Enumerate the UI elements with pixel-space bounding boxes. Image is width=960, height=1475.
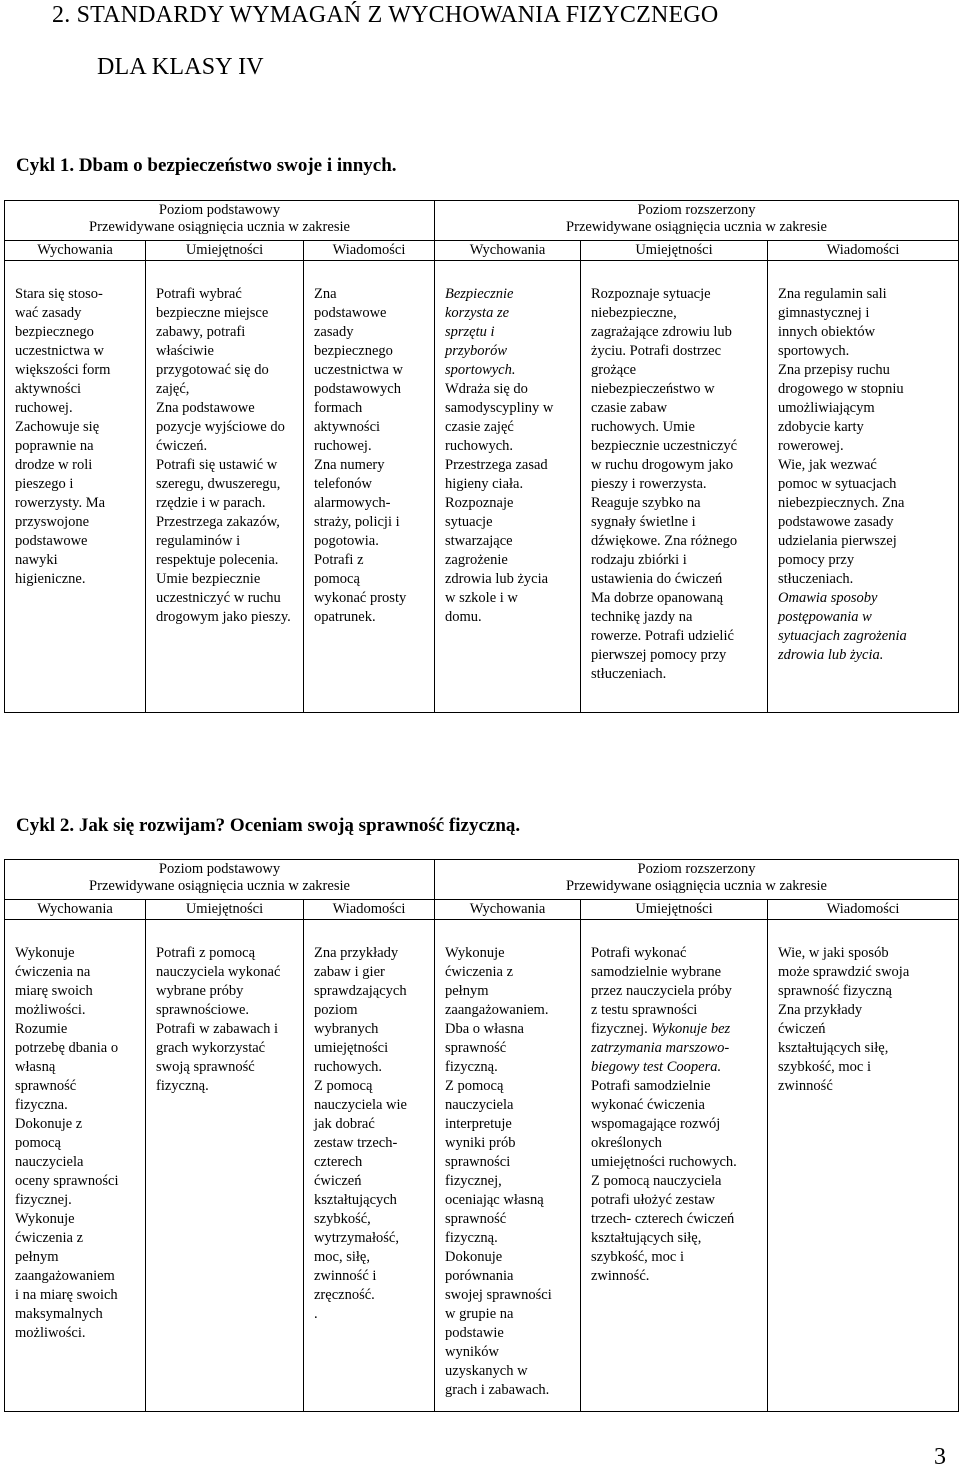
extended-level-label: Poziom rozszerzony [637,202,756,218]
expected-achievements-label: Przewidywane osiągnięcia ucznia w zakresie [566,219,827,235]
cell-extended-upbringing [435,261,581,713]
cell-text: Potrafi wykonać samodzielnie wybrane przez nauczyciela próby z testu sprawności fizycznej. [591,945,732,1037]
cell-extended-knowledge [768,261,959,713]
cell-extended-knowledge [768,920,959,1412]
col-header-upbringing: Wychowania [435,900,581,920]
cell-basic-upbringing [5,920,146,1412]
cell-text: Zna przykłady zabaw i gier sprawdzających poziom wybranych umiejętności ruchowych. Z pomocą nauczyciela wie jak dobrać zestaw trzech- czterech ćwiczeń kształtujących szybkość, wytrzymałość, moc, siłę, zwinność i zręczność. . [314,945,407,1322]
basic-level-label: Poziom podstawowy [158,861,281,877]
cycle2-table [4,859,959,1412]
cell-text-italic: Bezpiecznie korzysta ze sprzętu i przyborów sportowych. [445,286,516,378]
cycle2-content-row [5,920,959,1412]
cell-text: Potrafi samodzielnie wykonać ćwiczenia wspomagające rozwój określonych umiejętności ruchowych. Z pomocą nauczyciela potrafi ułożyć zestaw trzech- czterech ćwiczeń kształtujących siłę, szybkość, moc i zwinność. [591,1078,737,1284]
cell-text: Wykonuje ćwiczenia z pełnym zaangażowaniem. Dba o własna sprawność fizyczną. Z pomocą nauczyciela interpretuje wyniki prób sprawności fizycznej, oceniając własną sprawność fizyczną. Dokonuje porównania swojej sprawności w grupie na podstawie wyników uzyskanych w grach i zabawach. [445,945,552,1398]
col-header-upbringing: Wychowania [435,241,581,261]
extended-level-label: Poziom rozszerzony [637,861,756,877]
cell-text: Wykonuje ćwiczenia na miarę swoich możliwości. Rozumie potrzebę dbania o własną sprawność fizyczna. Dokonuje z pomocą nauczyciela oceny sprawności fizycznej. Wykonuje ćwiczenia z pełnym zaangażowaniem i na miarę swoich maksymalnych możliwości. [15,945,119,1341]
cell-text-italic: Wykonuje bez zatrzymania marszowo- biegowy test Coopera. [591,1021,731,1075]
section-heading-line2: DLA KLASY IV [97,54,264,80]
col-header-knowledge: Wiadomości [768,241,959,261]
col-header-upbringing: Wychowania [5,241,146,261]
col-header-skills: Umiejętności [146,900,304,920]
col-header-upbringing: Wychowania [5,900,146,920]
basic-level-label: Poziom podstawowy [158,202,281,218]
cell-text: Wie, w jaki sposób może sprawdzić swoja sprawność fizyczną Zna przykłady ćwiczeń kształtujących siłę, szybkość, moc i zwinność [778,945,910,1094]
basic-level-header [5,201,435,241]
cell-text: Zna regulamin sali gimnastycznej i innych obiektów sportowych. Zna przepisy ruchu drogowego w stopniu umożliwiającym zdobycie karty rowerowej. Wie, jak wezwać pomoc w sytuacjach niebezpiecznych. Zna podstawowe zasady udzielania pierwszej pomocy przy stłuczeniach. [778,286,905,587]
expected-achievements-label: Przewidywane osiągnięcia ucznia w zakresie [89,219,350,235]
cell-text: Potrafi z pomocą nauczyciela wykonać wybrane próby sprawnościowe. Potrafi w zabawach i grach wykorzystać swoją sprawność fizyczną. [156,945,281,1094]
col-header-knowledge: Wiadomości [768,900,959,920]
col-header-skills: Umiejętności [581,900,768,920]
col-header-skills: Umiejętności [146,241,304,261]
cell-basic-skills [146,261,304,713]
basic-level-header [5,860,435,900]
col-header-skills: Umiejętności [581,241,768,261]
section-heading-line1: 2. STANDARDY WYMAGAŃ Z WYCHOWANIA FIZYCZNEGO [52,2,719,28]
cell-extended-skills [581,920,768,1412]
cell-text: Potrafi wybrać bezpieczne miejsce zabawy, potrafi właściwie przygotować się do zajęć, Zna podstawowe pozycje wyjściowe do ćwiczeń. Potrafi się ustawić w szeregu, dwuszeregu, rzędzie i w parach. Przestrzega zakazów, regulaminów i respektuje polecenia. Umie bezpiecznie uczestniczyć w ruchu drogowym jako pieszy. [156,286,291,625]
cell-text: Wdraża się do samodyscypliny w czasie zajęć ruchowych. Przestrzega zasad higieny ciała. Rozpoznaje sytuacje stwarzające zagrożenie zdrowia lub życia w szkole i w domu. [445,381,554,625]
col-header-knowledge: Wiadomości [304,241,435,261]
cycle1-content-row [5,261,959,713]
cell-text: Rozpoznaje sytuacje niebezpieczne, zagrażające zdrowiu lub życiu. Potrafi dostrzec grożące niebezpieczeństwo w czasie zabaw ruchowych. Umie bezpiecznie uczestniczyć w ruchu drogowym jako pieszy i rowerzysta. Reaguje szybko na sygnały świetlne i dźwiękowe. Zna różnego rodzaju zbiórki i ustawienia do ćwiczeń Ma dobrze opanowaną technikę jazdy na rowerze. Potrafi udzielić pierwszej pomocy przy stłuczeniach. [591,286,738,682]
cell-extended-skills [581,261,768,713]
page-number: 3 [934,1444,946,1470]
extended-level-header [435,201,959,241]
col-header-knowledge: Wiadomości [304,900,435,920]
cycle1-table [4,200,959,713]
cell-text: Zna podstawowe zasady bezpiecznego uczestnictwa w podstawowych formach aktywności ruchowej. Zna numery telefonów alarmowych- straży, policji i pogotowia. Potrafi z pomocą wykonać prosty opatrunek. [314,286,407,625]
cycle2-title: Cykl 2. Jak się rozwijam? Oceniam swoją sprawność fizyczną. [16,815,521,836]
extended-level-header [435,860,959,900]
cycle1-title: Cykl 1. Dbam o bezpieczeństwo swoje i innych. [16,155,397,176]
expected-achievements-label: Przewidywane osiągnięcia ucznia w zakresie [89,878,350,894]
cell-basic-knowledge [304,920,435,1412]
cell-extended-upbringing [435,920,581,1412]
cell-basic-knowledge [304,261,435,713]
cell-basic-upbringing [5,261,146,713]
expected-achievements-label: Przewidywane osiągnięcia ucznia w zakresie [566,878,827,894]
cell-text: Stara się stoso- wać zasady bezpiecznego uczestnictwa w większości form aktywności ruchowej. Zachowuje się poprawnie na drodze w roli pieszego i rowerzysty. Ma przyswojone podstawowe nawyki higieniczne. [15,286,111,587]
cell-text-italic: Omawia sposoby postępowania w sytuacjach zagrożenia zdrowia lub życia. [778,590,907,663]
cell-basic-skills [146,920,304,1412]
